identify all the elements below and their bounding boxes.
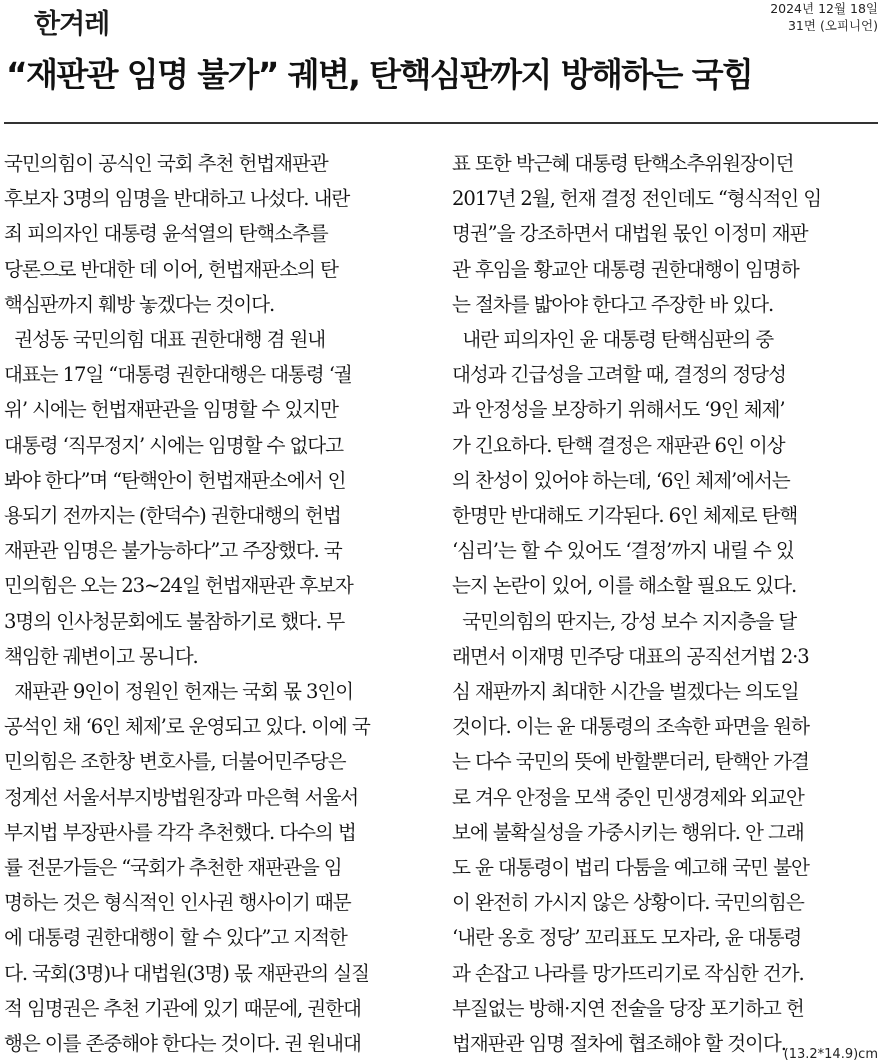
headline-divider bbox=[4, 122, 878, 124]
article-paragraph: 내란 피의자인 윤 대통령 탄핵심판의 중 대성과 긴급성을 고려할 때, 결정의 정당성 과 안정성을 보장하기 위해서도 ‘9인 체제’ 가 긴요하다. 탄핵 결정은 재판관 6인 이상 의 찬성이 있어야 하는데, ‘6인 체제’에서는 한명만 반대해도 기각된다. 6인 체제로 탄핵 ‘심리’는 할 수 있어도 ‘결정’까지 내릴 수 있 는지 논란이 있어, 이를 해소할 필요도 있다. bbox=[452, 328, 798, 598]
article-column-left bbox=[4, 146, 432, 1061]
page-section: 31면 (오피니언) bbox=[787, 18, 878, 33]
article-paragraph: 국민의힘이 공식인 국회 추천 헌법재판관 후보자 3명의 임명을 반대하고 나섰다. 내란 죄 피의자인 대통령 윤석열의 탄핵소추를 당론으로 반대한 데 이어, 헌법재판소의 탄 핵심판까지 훼방 놓겠다는 것이다. bbox=[4, 152, 350, 316]
article-headline: “재판관 임명 불가” 궤변, 탄핵심판까지 방해하는 국힘 bbox=[6, 55, 753, 94]
article-column-right bbox=[452, 146, 880, 1061]
clipping-size-note: (13.2*14.9)cm bbox=[783, 1047, 878, 1062]
article-paragraph: 권성동 국민의힘 대표 권한대행 겸 원내 대표는 17일 “대통령 권한대행은 대통령 ‘궐 위’ 시에는 헌법재판관을 임명할 수 있지만 대통령 ‘직무정지’ 시에는 임명할 수 없다고 봐야 한다”며 “탄핵안이 헌법재판소에서 인 용되기 전까지는 (한덕수) 권한대행의 헌법 재판관 임명은 불가능하다”고 주장했다. 국 민의힘은 오는 23~24일 헌법재판관 후보자 3명의 인사청문회에도 불참하기로 했다. 무 책임한 궤변이고 몽니다. bbox=[4, 328, 353, 668]
publication-date: 2024년 12월 18일 bbox=[770, 1, 878, 16]
publication-meta bbox=[770, 0, 878, 34]
article-paragraph: 국민의힘의 딴지는, 강성 보수 지지층을 달 래면서 이재명 민주당 대표의 공직선거법 2·3 심 재판까지 최대한 시간을 벌겠다는 의도일 것이다. 이는 윤 대통령의 조속한 파면을 원하 는 다수 국민의 뜻에 반할뿐더러, 탄핵안 가결 로 겨우 안정을 모색 중인 민생경제와 외교안 보에 불확실성을 가중시키는 행위다. 안 그래 도 윤 대통령이 법리 다툼을 예고해 국민 불안 이 완전히 가시지 않은 상황이다. 국민의힘은 ‘내란 옹호 정당’ 꼬리표도 모자라, 윤 대통령 과 손잡고 나라를 망가뜨리기로 작심한 건가. 부질없는 방해·지연 전술을 당장 포기하고 헌 법재판관 임명 절차에 협조해야 할 것이다. bbox=[452, 609, 809, 1056]
article-paragraph: 표 또한 박근혜 대통령 탄핵소추위원장이던 2017년 2월, 헌재 결정 전인데도 “형식적인 임 명권”을 강조하면서 대법원 몫인 이정미 재판 관 후임을 황교안 대통령 권한대행이 임명하 는 절차를 밟아야 한다고 주장한 바 있다. bbox=[452, 152, 822, 316]
article-paragraph: 재판관 9인이 정원인 헌재는 국회 몫 3인이 공석인 채 ‘6인 체제’로 운영되고 있다. 이에 국 민의힘은 조한창 변호사를, 더불어민주당은 정계선 서울서부지방법원장과 마은혁 서울서 부지법 부장판사를 각각 추천했다. 다수의 법 률 전문가들은 “국회가 추천한 재판관을 임 명하는 것은 형식적인 인사권 행사이기 때문 에 대통령 권한대행이 할 수 있다”고 지적한 다. 국회(3명)나 대법원(3명) 몫 재판관의 실질 적 임명권은 추천 기관에 있기 때문에, 권한대 행은 이를 존중해야 한다는 것이다. 권 원내대 bbox=[4, 680, 370, 1056]
newspaper-logo: 한겨레 bbox=[34, 9, 110, 40]
